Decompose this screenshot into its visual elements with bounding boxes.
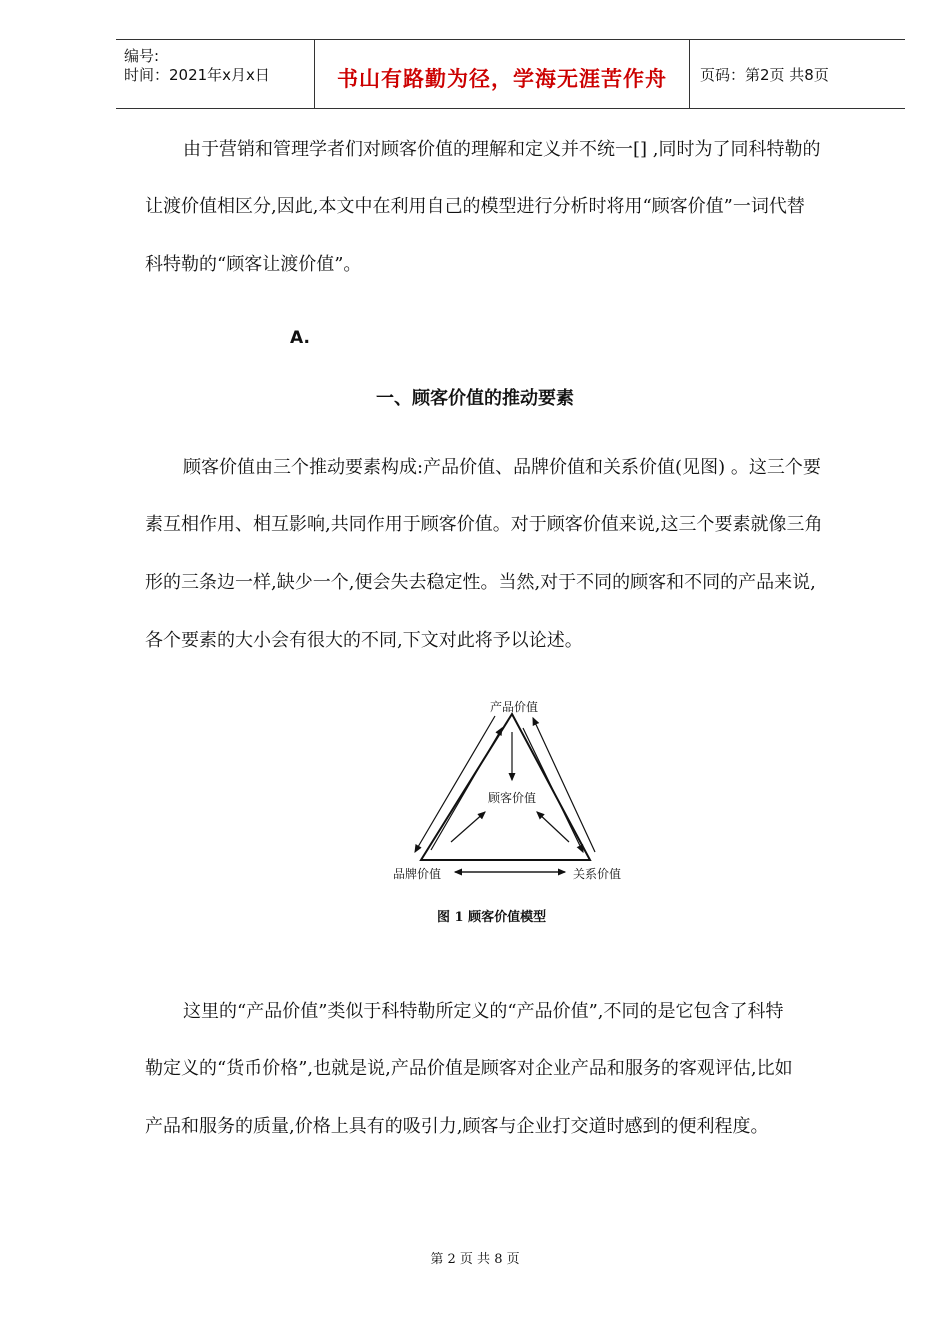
paragraph-line: 由于营销和管理学者们对顾客价值的理解和定义并不统一[] ,同时为了同科特勒的: [183, 139, 821, 160]
relationship-value-label: 关系价值: [573, 867, 622, 881]
paragraph-line: 素互相作用、相互影响,共同作用于顾客价值。对于顾客价值来说,这三个要素就像三角: [145, 514, 823, 535]
customer-value-label: 顾客价值: [488, 791, 537, 805]
arrow-brand-to-center: [451, 812, 485, 842]
paragraph-line: 勒定义的“货币价格”,也就是说,产品价值是顾客对企业产品和服务的客观评估,比如: [145, 1058, 793, 1079]
figure-caption: 图 1 顾客价值模型: [437, 910, 547, 925]
paragraph-line: 各个要素的大小会有很大的不同,下文对此将予以论述。: [145, 630, 583, 651]
section-heading: 一、顾客价值的推动要素: [376, 388, 574, 409]
header-meta-cell: [116, 40, 315, 108]
customer-value-model-figure: [385, 692, 635, 932]
motto-text: 书山有路勤为径，学海无涯苦作舟: [337, 67, 667, 91]
header-page-cell: [690, 40, 905, 108]
section-marker: A.: [290, 328, 310, 348]
page-info: 页码：第2页 共8页: [700, 66, 829, 84]
paragraph-line: 产品和服务的质量,价格上具有的吸引力,顾客与企业打交道时感到的便利程度。: [145, 1116, 769, 1137]
brand-value-label: 品牌价值: [393, 867, 442, 881]
serial-label: 编号:: [124, 47, 160, 65]
paragraph-line: 科特勒的“顾客让渡价值”。: [145, 254, 362, 275]
header-motto-cell: [315, 40, 690, 108]
paragraph-line: 形的三条边一样,缺少一个,便会失去稳定性。当然,对于不同的顾客和不同的产品来说,: [145, 572, 816, 593]
paragraph-line: 让渡价值相区分,因此,本文中在利用自己的模型进行分析时将用“顾客价值”一词代替: [145, 196, 805, 217]
arrow-product-to-brand: [415, 716, 495, 852]
arrow-relation-to-product: [533, 718, 595, 852]
page-footer: 第 2 页 共 8 页: [430, 1252, 520, 1267]
arrow-relation-to-center: [537, 812, 569, 842]
paragraph-line: 这里的“产品价值”类似于科特勒所定义的“产品价值”,不同的是它包含了科特: [183, 1001, 784, 1022]
product-value-label: 产品价值: [490, 700, 539, 714]
date-label: 时间：2021年x月x日: [124, 66, 270, 84]
page-header: [116, 39, 905, 109]
paragraph-line: 顾客价值由三个推动要素构成:产品价值、品牌价值和关系价值(见图) 。这三个要: [183, 457, 821, 478]
